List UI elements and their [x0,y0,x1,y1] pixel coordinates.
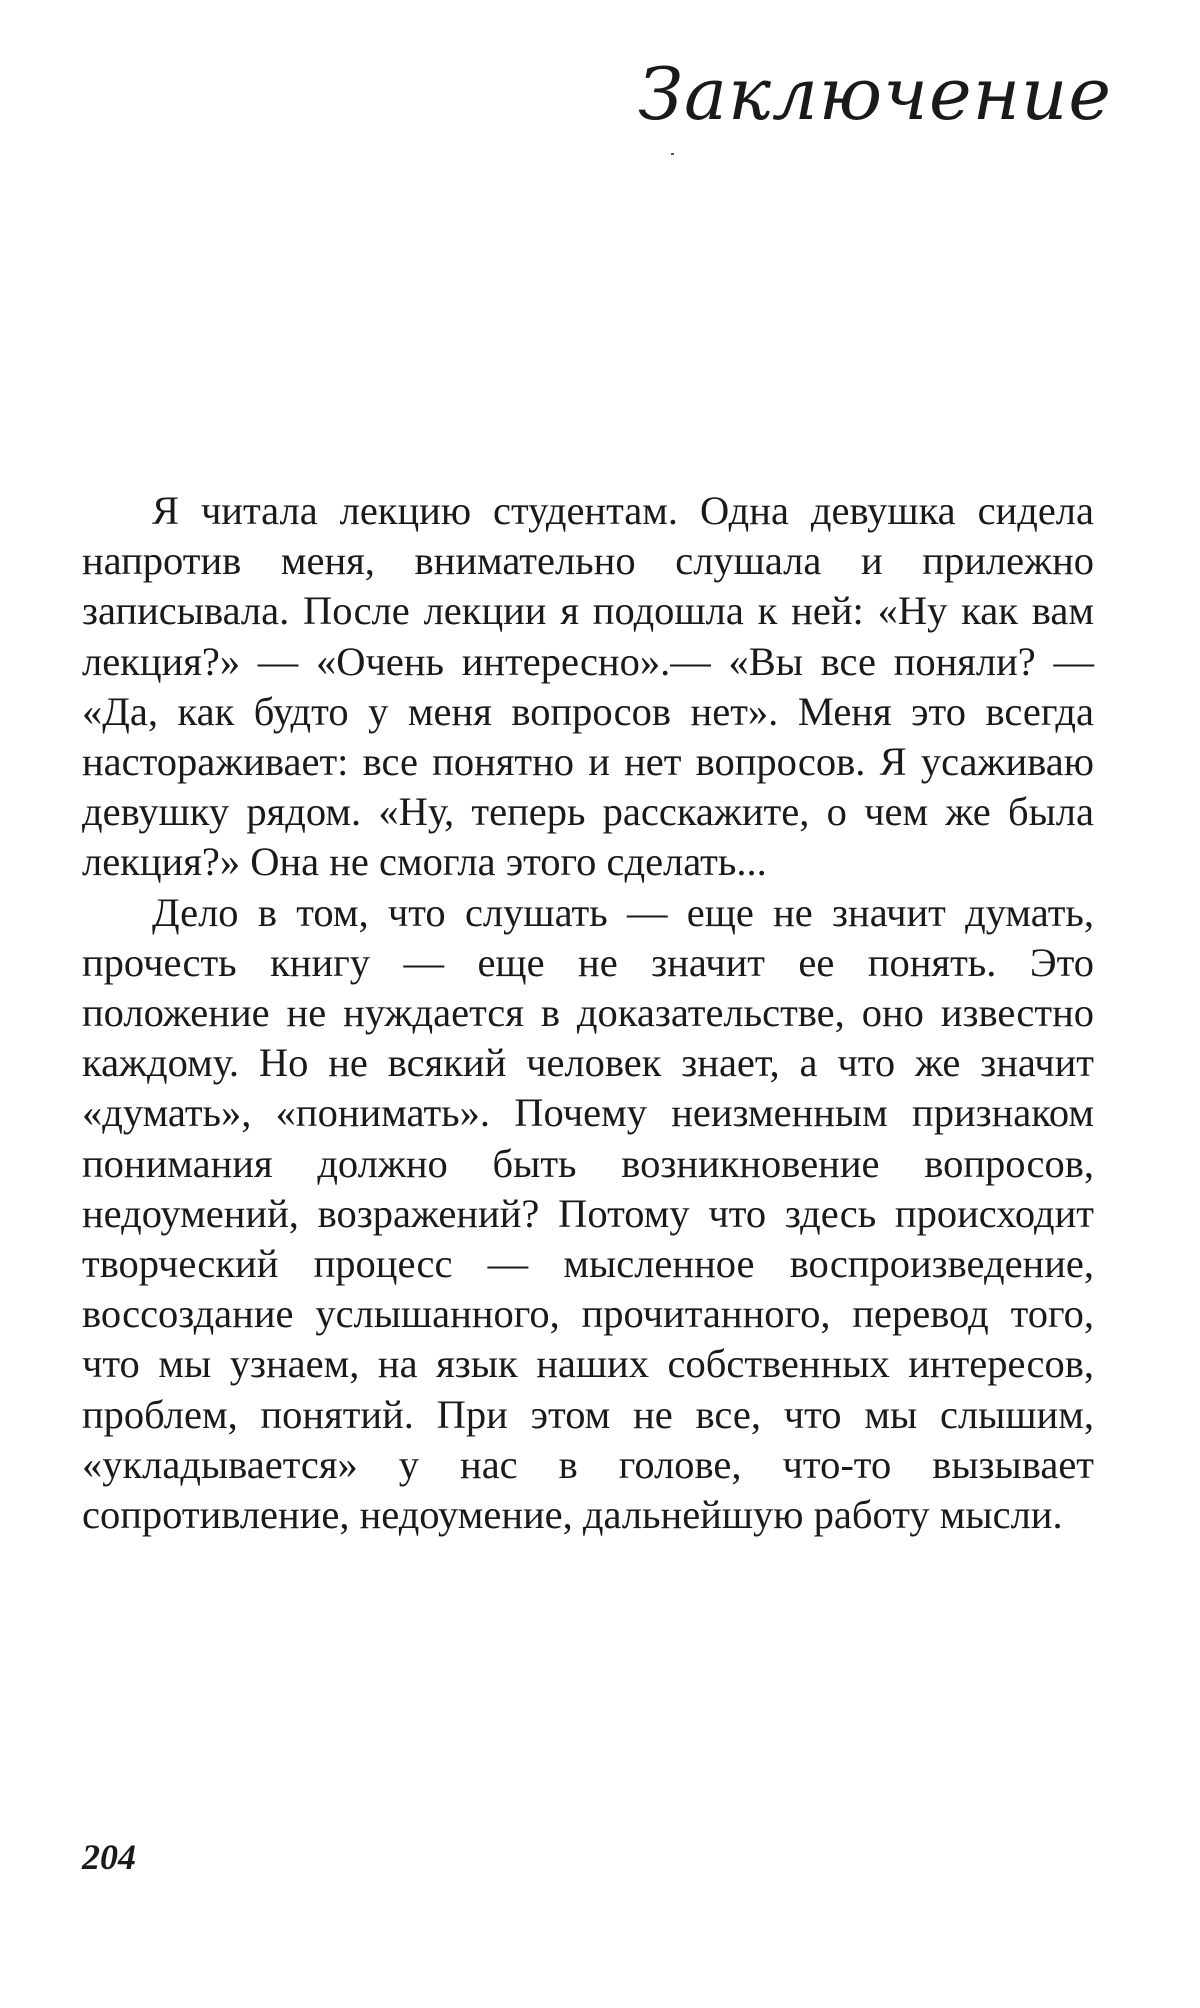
body-text [82,486,1094,1540]
print-speck [671,153,674,155]
paragraph-2: Дело в том, что слушать — еще не значит думать, прочесть книгу — еще не значит ее понять. Это положение не нуждается в доказательстве, оно известно каждому. Но не всякий человек знает, а что же значит «думать», «понимать». Почему неизменным признаком понимания должно быть возникновение вопросов, недоумений, возражений? Потому что здесь происходит творческий процесс — мысленное воспроизведение, воссоздание услышанного, прочитанного, перевод того, что мы узнаем, на язык наших собственных интересов, проблем, понятий. При этом не все, что мы слышим, «укладывается» у нас в голове, что-то вызывает сопротивление, недоумение, дальнейшую работу мысли. [82,889,1094,1538]
chapter-title: Заключение [638,52,1112,136]
page-number: 204 [82,1837,136,1877]
paragraph-1: Я читала лекцию студентам. Одна девушка сидела напротив меня, внимательно слушала и прилежно записывала. После лекции я подошла к ней: «Ну как вам лекция?» — «Очень интересно».— «Вы все поняли? — «Да, как будто у меня вопросов нет». Меня это всегда настораживает: все понятно и нет вопросов. Я усаживаю девушку рядом. «Ну, теперь расскажите, о чем же была лекция?» Она не смогла этого сделать... [82,488,1094,885]
